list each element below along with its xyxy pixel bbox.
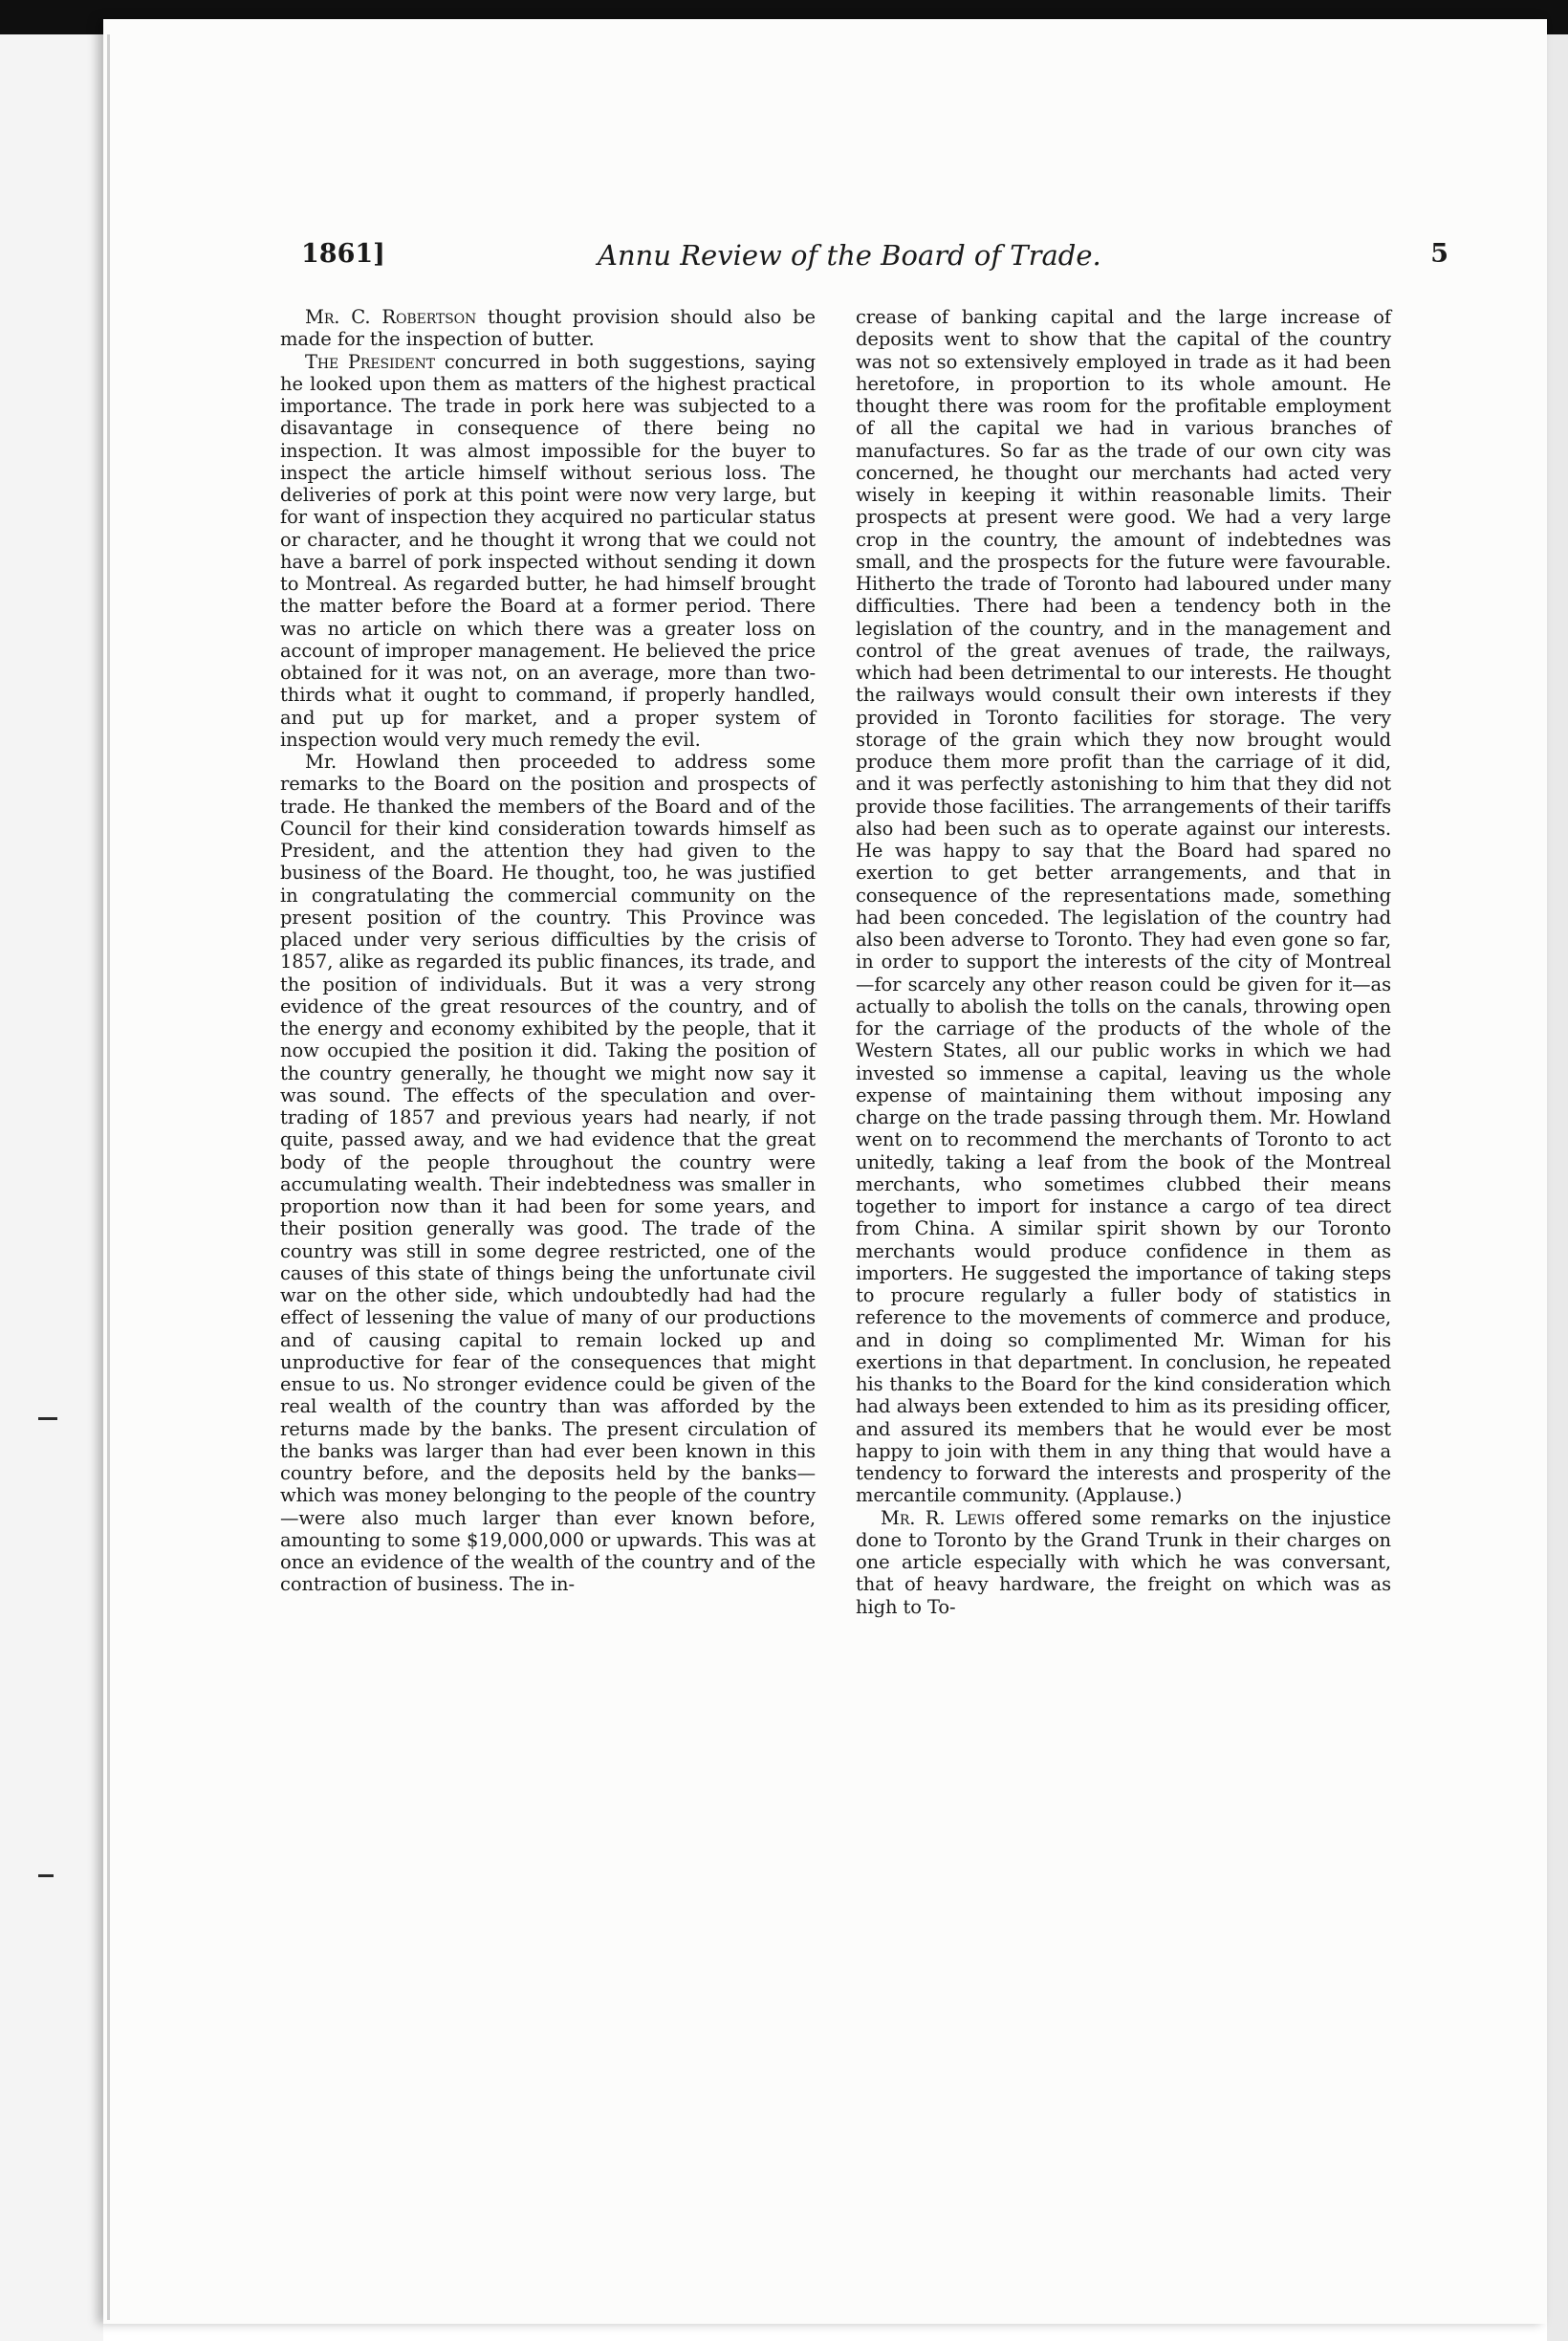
scan-margin-mark (38, 1874, 54, 1877)
scan-margin-mark (38, 1417, 57, 1420)
paragraph-text: Mr. Howland then proceeded to address some remarks to the Board on the position and prospects of trade. He thanked the members of the Board and of the Council for their kind consideration towards himself as President, and the attention they had given to the business of the Board. He thought, too, he was justified in congratulating the commercial community on the present position of the country. This Province was placed under very serious difficulties by the crisis of 1857, alike as regarded its public finances, its trade, and the position of individuals. But it was a very strong evidence of the great resources of the country, and of the energy and economy exhibited by the people, that it now occupied the position it did. Taking the position of the country generally, he thought we might now say it was sound. The effects of the speculation and over-trading of 1857 and previous years had nearly, if not quite, passed away, and we had evidence that the great body of the people throughout the country were accumulating wealth. Their indebtedness was smaller in proportion now than it had been for some years, and their position generally was good. The trade of the country was still in some degree restricted, one of the causes of this state of things being the unfortunate civil war on the other side, which undoubtedly had had the effect of lessening the value of many of our productions and of causing capital to remain locked up and unproductive for fear of the consequences that might ensue to us. No stronger evidence could be given of the real wealth of the country than was afforded by the returns made by the banks. The present circulation of the banks was larger than had ever been known in this country before, and the deposits held by the banks—which was money belonging to the people of the country—were also much larger than ever known before, amounting to some $19,000,000 or upwards. This was at once an evidence of the wealth of the country and of the contraction of business. The in- (280, 751, 816, 1596)
right-column (856, 306, 1391, 1618)
paragraph-text: thought provision should also be made for the inspection of butter. (280, 306, 816, 351)
running-header (301, 239, 1448, 283)
header-title: Annu Review of the Board of Trade. (598, 239, 1101, 272)
paragraph-text: offered some remarks on the injustice done to Toronto by the Grand Trunk in their charges on one article especially with which he was conversant, that of heavy hardware, the freight on which was as high to To- (856, 1506, 1391, 1618)
page-number: 5 (1430, 239, 1448, 269)
paragraph (280, 306, 816, 351)
left-column (280, 306, 816, 1596)
paragraph (856, 306, 1391, 1507)
speaker-name: Mr. R. Lewis (881, 1506, 1005, 1529)
paragraph (280, 351, 816, 752)
paragraph (856, 1507, 1391, 1618)
speaker-name: The President (305, 350, 436, 373)
header-year: 1861] (301, 239, 385, 269)
speaker-name: Mr. C. Robertson (305, 306, 477, 328)
scan-left-margin (0, 34, 103, 2341)
paragraph-text: concurred in both suggestions, saying he looked upon them as matters of the highest practical importance. The trade in pork here was subjected to a disavantage in consequence of there being no inspection. It was almost impossible for the buyer to inspect the article himself without serious loss. The deliveries of pork at this point were now very large, but for want of inspection they acquired no particular status or character, and he thought it wrong that we could not have a barrel of pork inspected without sending it down to Montreal. As regarded butter, he had himself brought the matter before the Board at a former period. There was no article on which there was a greater loss on account of improper management. He believed the price obtained for it was not, on an average, more than two-thirds what it ought to command, if properly handled, and put up for market, and a proper system of inspection would very much remedy the evil. (280, 350, 816, 751)
paragraph (280, 751, 816, 1596)
scan-right-margin (1547, 34, 1568, 2341)
paragraph-text: crease of banking capital and the large increase of deposits went to show that the capital of the country was not so extensively employed in trade as it had been heretofore, in proportion to its whole amount. He thought there was room for the profitable employment of all the capital we had in various branches of manufactures. So far as the trade of our own city was concerned, he thought our merchants had acted very wisely in keeping it within reasonable limits. Their prospects at present were good. We had a very large crop in the country, the amount of indebtednes was small, and the prospects for the future were favourable. Hitherto the trade of Toronto had laboured under many difficulties. There had been a tendency both in the legislation of the country, and in the management and control of the great avenues of trade, the railways, which had been detrimental to our interests. He thought the railways would consult their own interests if they provided in Toronto facilities for storage. The very storage of the grain which they now brought would produce them more profit than the carriage of it did, and it was perfectly astonishing to him that they did not provide those facilities. The arrangements of their tariffs also had been such as to operate against our interests. He was happy to say that the Board had spared no exertion to get better arrangements, and that in consequence of the representations made, something had been conceded. The legislation of the country had also been adverse to Toronto. They had even gone so far, in order to support the interests of the city of Montreal—for scarcely any other reason could be given for it—as actually to abolish the tolls on the canals, throwing open for the carriage of the products of the whole of the Western States, all our public works in which we had invested so immense a capital, leaving us the whole expense of maintaining them without imposing any charge on the trade passing through them. Mr. Howland went on to recommend the merchants of Toronto to act unitedly, taking a leaf from the book of the Montreal merchants, who sometimes clubbed their means together to import for instance a cargo of tea direct from China. A similar spirit shown by our Toronto merchants would produce confidence in them as importers. He suggested the importance of taking steps to procure regularly a fuller body of statistics in reference to the movements of commerce and produce, and in doing so complimented Mr. Wiman for his exertions in that department. In conclusion, he repeated his thanks to the Board for the kind consideration which had always been extended to him as its presiding officer, and assured its members that he would ever be most happy to join with them in any thing that would have a tendency to forward the interests and prosperity of the mercantile community. (Applause.) (856, 306, 1391, 1507)
page-gutter-line (107, 34, 110, 2320)
